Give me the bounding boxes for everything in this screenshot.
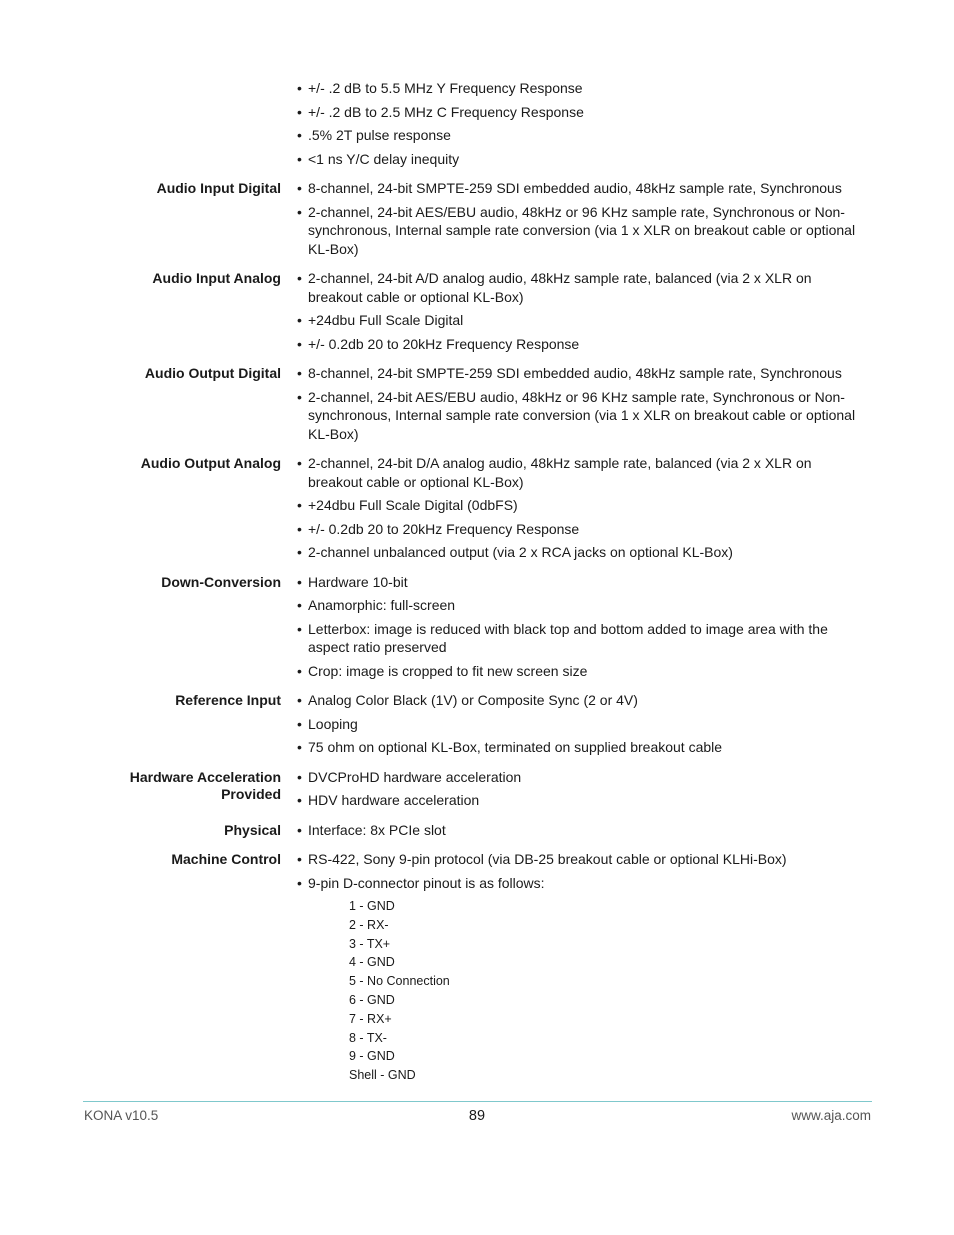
bullet-item (297, 570, 857, 594)
bullet-item (297, 147, 857, 171)
spec-row (0, 266, 954, 355)
bullet-item (297, 688, 857, 712)
spec-row (0, 570, 954, 683)
bullet-text: Hardware 10-bit (308, 573, 408, 590)
pinout-line: 8 - TX- (349, 1030, 387, 1045)
bullet-text: DVCProHD hardware acceleration (308, 768, 522, 785)
pinout-list (297, 894, 857, 1085)
spec-items (297, 765, 857, 812)
bullet-icon: • (297, 821, 302, 838)
spec-items (297, 847, 857, 1085)
bullet-icon: • (297, 544, 302, 560)
bullet-text: 8-channel, 24-bit SMPTE-259 SDI embedded audio, 48kHz sample rate, Synchronous (308, 365, 842, 381)
bullet-icon: • (297, 768, 302, 785)
spec-label (0, 76, 281, 170)
bullet-text: 2-channel, 24-bit AES/EBU audio, 48kHz or 96 KHz sample rate, Synchronous or Non-synchronous, Internal sample rate conversion (via 1 x XLR on breakout cable or optional KL-Box) (308, 388, 856, 442)
bullet-icon: • (297, 335, 302, 352)
bullet-text: 2-channel unbalanced output (via 2 x RCA jacks on optional KL-Box) (308, 544, 733, 560)
bullet-item (297, 818, 857, 842)
spec-label: Audio Output Analog (140, 455, 281, 471)
bullet-icon: • (297, 270, 302, 286)
bullet-item (297, 451, 857, 493)
bullet-item (297, 493, 857, 517)
bullet-text: .5% 2T pulse response (308, 127, 451, 143)
bullet-item (297, 266, 857, 308)
spec-row (0, 688, 954, 759)
bullet-item (297, 176, 857, 200)
pinout-line: 3 - TX+ (349, 936, 391, 951)
bullet-icon: • (297, 597, 302, 613)
spec-items (297, 688, 857, 759)
spec-row (0, 176, 954, 260)
bullet-text: 9-pin D-connector pinout is as follows: (308, 874, 545, 891)
spec-row (0, 451, 954, 564)
footer-page-number: 89 (468, 1108, 486, 1124)
spec-row (0, 76, 954, 170)
bullet-icon: • (297, 103, 302, 120)
pinout-line: 9 - GND (349, 1049, 395, 1064)
bullet-item (297, 517, 857, 541)
bullet-item (297, 100, 857, 124)
spec-row (0, 847, 954, 1085)
bullet-item (297, 200, 857, 261)
bullet-text: +/- 0.2db 20 to 20kHz Frequency Response (308, 335, 580, 352)
spec-label: Machine Control (171, 851, 281, 867)
bullet-icon: • (297, 150, 302, 167)
spec-label: Audio Input Digital (156, 180, 281, 196)
bullet-text: 2-channel, 24-bit A/D analog audio, 48kHz sample rate, balanced (via 2 x XLR on breakout cable or optional KL-Box) (308, 270, 812, 305)
pinout-line: 6 - GND (349, 992, 395, 1007)
bullet-icon: • (297, 620, 302, 637)
bullet-icon: • (297, 80, 302, 96)
spec-label: Hardware Acceleration Provided (129, 768, 281, 802)
bullet-icon: • (297, 520, 302, 537)
bullet-item (297, 540, 857, 564)
bullet-item (297, 788, 857, 812)
bullet-item (297, 765, 857, 789)
spec-label: Physical (224, 821, 281, 838)
bullet-text: +/- .2 dB to 5.5 MHz Y Frequency Response (308, 80, 583, 96)
pinout-line: 1 - GND (349, 899, 395, 913)
bullet-item (297, 308, 857, 332)
bullet-icon: • (297, 792, 302, 808)
spec-table (0, 76, 954, 1091)
bullet-icon: • (297, 874, 302, 891)
spec-items (297, 361, 857, 445)
bullet-icon: • (297, 203, 302, 220)
bullet-text: +/- .2 dB to 2.5 MHz C Frequency Response (308, 103, 584, 120)
spec-label: Audio Input Analog (152, 270, 281, 286)
pinout-line: Shell - GND (349, 1068, 416, 1083)
bullet-text: Looping (308, 715, 358, 732)
spec-items (297, 818, 857, 842)
bullet-text: Anamorphic: full-screen (308, 597, 456, 613)
spec-items (297, 76, 857, 170)
footer-website: www.aja.com (791, 1108, 871, 1123)
bullet-icon: • (297, 455, 302, 471)
bullet-icon: • (297, 127, 302, 143)
footer-doc-title: KONA v10.5 (84, 1108, 159, 1123)
bullet-item (297, 593, 857, 617)
bullet-item (297, 871, 857, 895)
row-gap (0, 1085, 954, 1091)
bullet-text: 2-channel, 24-bit AES/EBU audio, 48kHz or 96 KHz sample rate, Synchronous or Non-synchronous, Internal sample rate conversion (via 1 x XLR on breakout cable or optional KL-Box) (308, 203, 856, 257)
bullet-item (297, 617, 857, 659)
bullet-text: <1 ns Y/C delay inequity (308, 150, 460, 167)
bullet-icon: • (297, 312, 302, 328)
bullet-text: RS-422, Sony 9-pin protocol (via DB-25 breakout cable or optional KLHi-Box) (308, 851, 787, 867)
bullet-text: +24dbu Full Scale Digital (0dbFS) (308, 497, 518, 513)
bullet-text: HDV hardware acceleration (308, 792, 480, 808)
spec-items (297, 176, 857, 260)
bullet-item (297, 385, 857, 446)
pinout-line: 4 - GND (349, 955, 395, 970)
bullet-item (297, 712, 857, 736)
bullet-icon: • (297, 739, 302, 755)
pinout-line: 7 - RX+ (349, 1011, 392, 1026)
bullet-icon: • (297, 180, 302, 196)
bullet-text: 75 ohm on optional KL-Box, terminated on supplied breakout cable (308, 739, 723, 755)
bullet-item (297, 735, 857, 759)
spec-row (0, 765, 954, 812)
bullet-text: Crop: image is cropped to fit new screen size (308, 662, 588, 679)
spec-items (297, 451, 857, 564)
spec-label: Down-Conversion (161, 573, 281, 590)
bullet-text: 8-channel, 24-bit SMPTE-259 SDI embedded audio, 48kHz sample rate, Synchronous (308, 180, 842, 196)
spec-label: Audio Output Digital (144, 365, 281, 381)
bullet-text: Interface: 8x PCIe slot (308, 821, 446, 838)
bullet-text: 2-channel, 24-bit D/A analog audio, 48kHz sample rate, balanced (via 2 x XLR on breakout cable or optional KL-Box) (308, 455, 812, 490)
bullet-item (297, 76, 857, 100)
bullet-text: +24dbu Full Scale Digital (308, 312, 464, 328)
bullet-item (297, 659, 857, 683)
bullet-item (297, 847, 857, 871)
bullet-item (297, 332, 857, 356)
footer-rule (83, 1101, 872, 1102)
bullet-icon: • (297, 365, 302, 381)
spec-row (0, 818, 954, 842)
spec-row (0, 361, 954, 445)
bullet-text: Letterbox: image is reduced with black top and bottom added to image area with the aspect ratio preserved (308, 620, 828, 655)
bullet-text: +/- 0.2db 20 to 20kHz Frequency Response (308, 520, 580, 537)
bullet-icon: • (297, 715, 302, 732)
bullet-icon: • (297, 692, 302, 708)
bullet-icon: • (297, 497, 302, 513)
bullet-icon: • (297, 573, 302, 590)
bullet-item (297, 361, 857, 385)
spec-label: Reference Input (175, 692, 281, 708)
spec-items (297, 266, 857, 355)
spec-items (297, 570, 857, 683)
bullet-text: Analog Color Black (1V) or Composite Sync (2 or 4V) (308, 692, 638, 708)
pinout-line: 2 - RX- (349, 917, 389, 932)
bullet-item (297, 123, 857, 147)
bullet-icon: • (297, 662, 302, 679)
pinout-line: 5 - No Connection (349, 974, 450, 989)
bullet-icon: • (297, 388, 302, 405)
bullet-icon: • (297, 851, 302, 867)
